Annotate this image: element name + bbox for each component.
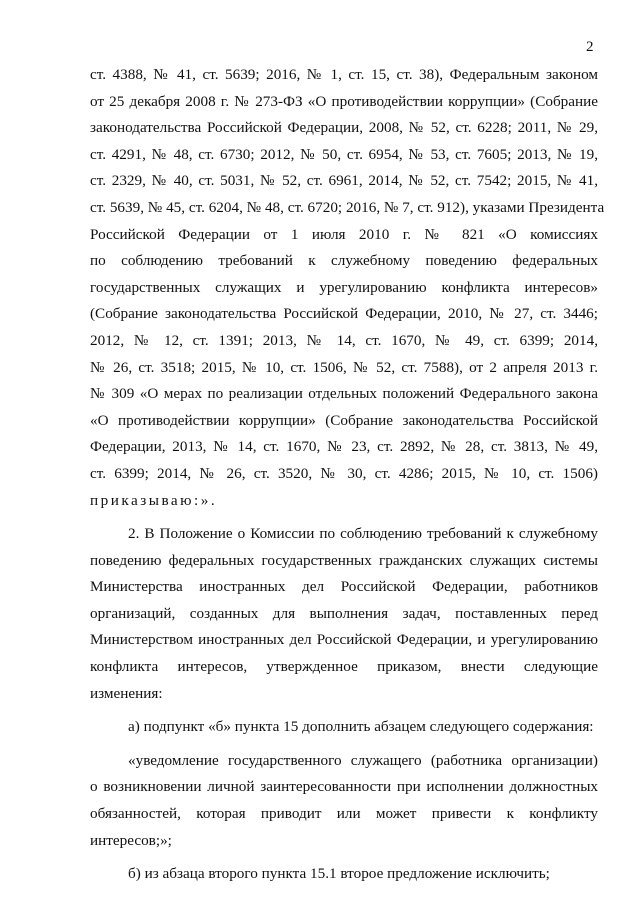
text-line: б) из абзаца второго пункта 15.1 второе предложение исключить; [128,865,550,883]
text-line: 2012, № 12, ст. 1391; 2013, № 14, ст. 1670, № 49, ст. 6399; 2014, [90,331,598,349]
text-line: ст. 4291, № 48, ст. 6730; 2012, № 50, ст. 6954, № 53, ст. 7605; 2013, № 19, [90,145,598,163]
text-line: изменения: [90,684,163,702]
text-line: Министерства иностранных дел Российской Федерации, работников [90,578,598,596]
text-line: ст. 4388, № 41, ст. 5639; 2016, № 1, ст. 15, ст. 38), Федеральным законом [90,66,598,83]
text-line: ст. 2329, № 40, ст. 5031, № 52, ст. 6961, 2014, № 52, ст. 7542; 2015, № 41, [90,172,598,190]
paragraph-legal-basis [90,62,605,514]
text-line: ст. 6399; 2014, № 26, ст. 3520, № 30, ст. 4286; 2015, № 10, ст. 1506) [90,464,598,482]
text-line: по соблюдению требований к служебному поведению федеральных [90,252,598,270]
text-line: (Собрание законодательства Российской Федерации, 2010, № 27, ст. 3446; [90,305,598,323]
text-line: законодательства Российской Федерации, 2008, № 52, ст. 6228; 2011, № 29, [90,119,598,137]
page-number: 2 [586,39,594,55]
text-line: обязанностей, которая приводит или может привести к конфликту [90,805,598,823]
paragraph-quoted-addition [90,748,598,854]
text-line: организаций, созданных для выполнения задач, поставленных перед [90,604,598,622]
text-line: о возникновении личной заинтересованности при исполнении должностных [90,778,598,796]
document-body [90,62,605,888]
text-line: а) подпункт «б» пункта 15 дополнить абзацем следующего содержания: [128,718,594,736]
text-line: интересов;»; [90,831,172,849]
text-line: Российской Федерации от 1 июля 2010 г. № 821 «О комиссиях [90,225,598,243]
text-line: ст. 5639, № 45, ст. 6204, № 48, ст. 6720; 2016, № 7, ст. 912), указами Президента [90,198,605,216]
paragraph-item-a [90,714,598,741]
text-line: от 25 декабря 2008 г. № 273-ФЗ «О противодействии коррупции» (Собрание [90,92,598,110]
text-line: Федерации, 2013, № 14, ст. 1670, № 23, ст. 2892, № 28, ст. 3813, № 49, [90,438,598,456]
text-line: № 26, ст. 3518; 2015, № 10, ст. 1506, № 52, ст. 7588), от 2 апреля 2013 г. [90,358,598,376]
text-line: поведению федеральных государственных гражданских служащих системы [90,551,598,569]
paragraph-amendments-intro [90,521,598,707]
order-word: приказываю:». [90,491,218,509]
text-line: конфликта интересов, утвержденное приказом, внести следующие [90,658,598,676]
text-line: 2. В Положение о Комиссии по соблюдению требований к служебному [128,525,598,543]
text-line: «уведомление государственного служащего (работника организации) [128,751,598,769]
text-line: «О противодействии коррупции» (Собрание законодательства Российской [90,411,598,429]
paragraph-item-b [90,861,598,888]
text-line: № 309 «О мерах по реализации отдельных положений Федерального закона [90,385,598,403]
text-line: Министерством иностранных дел Российской Федерации, и урегулированию [90,631,598,649]
text-line: государственных служащих и урегулированию конфликта интересов» [90,278,598,296]
